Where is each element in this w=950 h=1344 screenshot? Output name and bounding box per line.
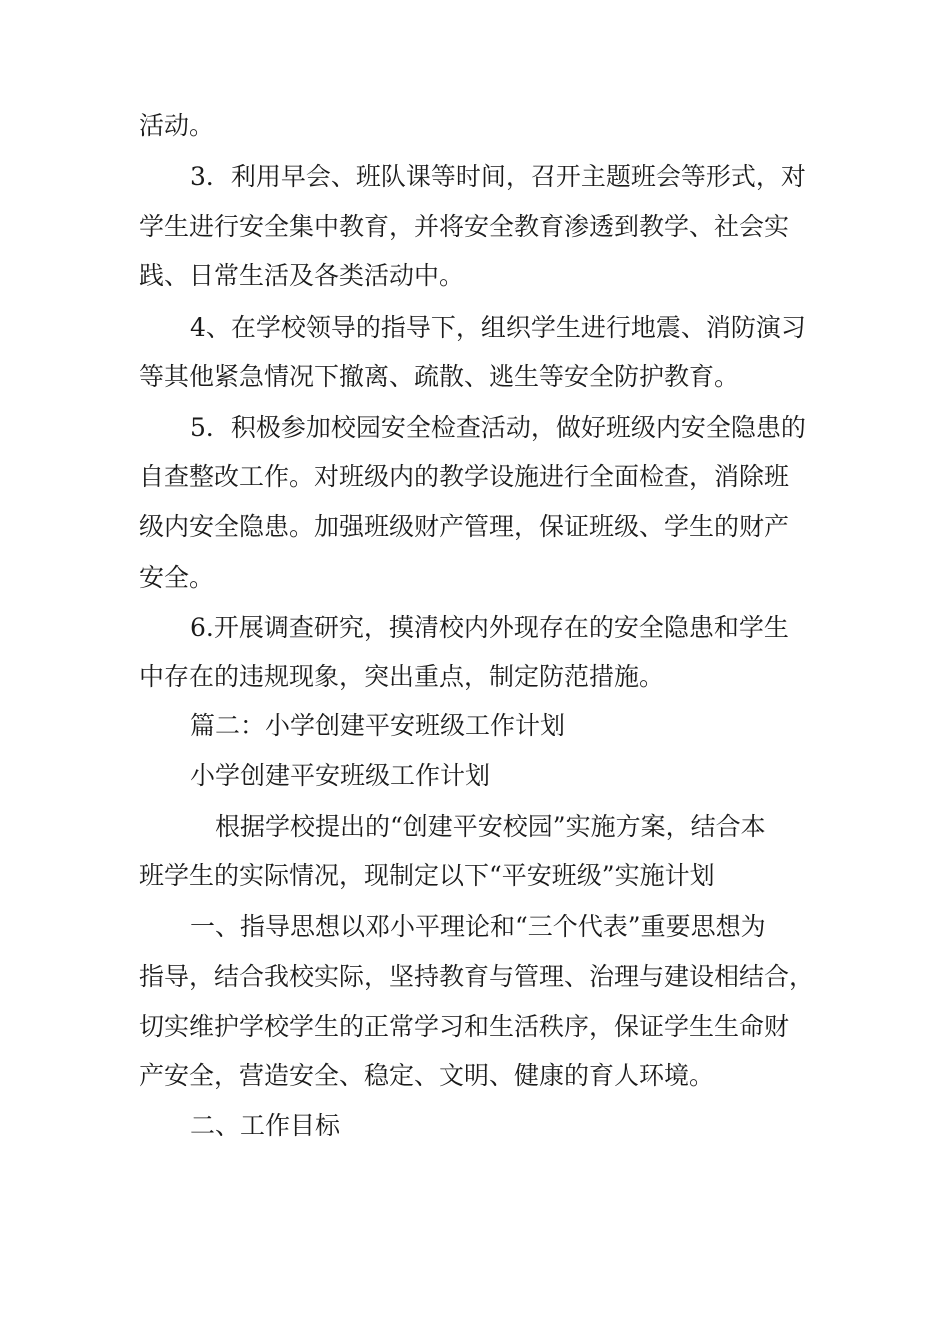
paragraph-line: 根据学校提出的“创建平安校园”实施方案，结合本 (215, 812, 766, 841)
paragraph-line: 学生进行安全集中教育，并将安全教育渗透到教学、社会实 (139, 212, 790, 241)
paragraph-line: 5．积极参加校园安全检查活动，做好班级内安全隐患的 (190, 413, 806, 442)
paragraph-line: 产安全，营造安全、稳定、文明、健康的育人环境。 (139, 1061, 715, 1090)
paragraph-line: 级内安全隐患。加强班级财产管理，保证班级、学生的财产 (139, 512, 790, 541)
paragraph-line: 安全。 (139, 563, 215, 592)
document-title: 小学创建平安班级工作计划 (190, 761, 491, 790)
paragraph-line: 一、指导思想以邓小平理论和“三个代表”重要思想为 (190, 912, 766, 941)
section-heading: 二、工作目标 (190, 1111, 341, 1140)
paragraph-line: 活动。 (139, 111, 215, 140)
paragraph-line: 自查整改工作。对班级内的教学设施进行全面检查，消除班 (139, 462, 790, 491)
paragraph-line: 中存在的违规现象，突出重点，制定防范措施。 (139, 662, 665, 691)
paragraph-line: 切实维护学校学生的正常学习和生活秩序，保证学生生命财 (139, 1012, 790, 1041)
paragraph-line: 3．利用早会、班队课等时间，召开主题班会等形式，对 (190, 162, 806, 191)
section-heading: 篇二：小学创建平安班级工作计划 (190, 711, 566, 740)
paragraph-line: 4、在学校领导的指导下，组织学生进行地震、消防演习 (190, 313, 806, 342)
paragraph-line: 指导，结合我校实际，坚持教育与管理、治理与建设相结合， (139, 962, 815, 991)
paragraph-line: 班学生的实际情况，现制定以下“平安班级”实施计划 (139, 861, 715, 890)
paragraph-line: 6.开展调查研究，摸清校内外现存在的安全隐患和学生 (190, 613, 789, 642)
paragraph-line: 践、日常生活及各类活动中。 (139, 261, 465, 290)
paragraph-line: 等其他紧急情况下撤离、疏散、逃生等安全防护教育。 (139, 362, 740, 391)
